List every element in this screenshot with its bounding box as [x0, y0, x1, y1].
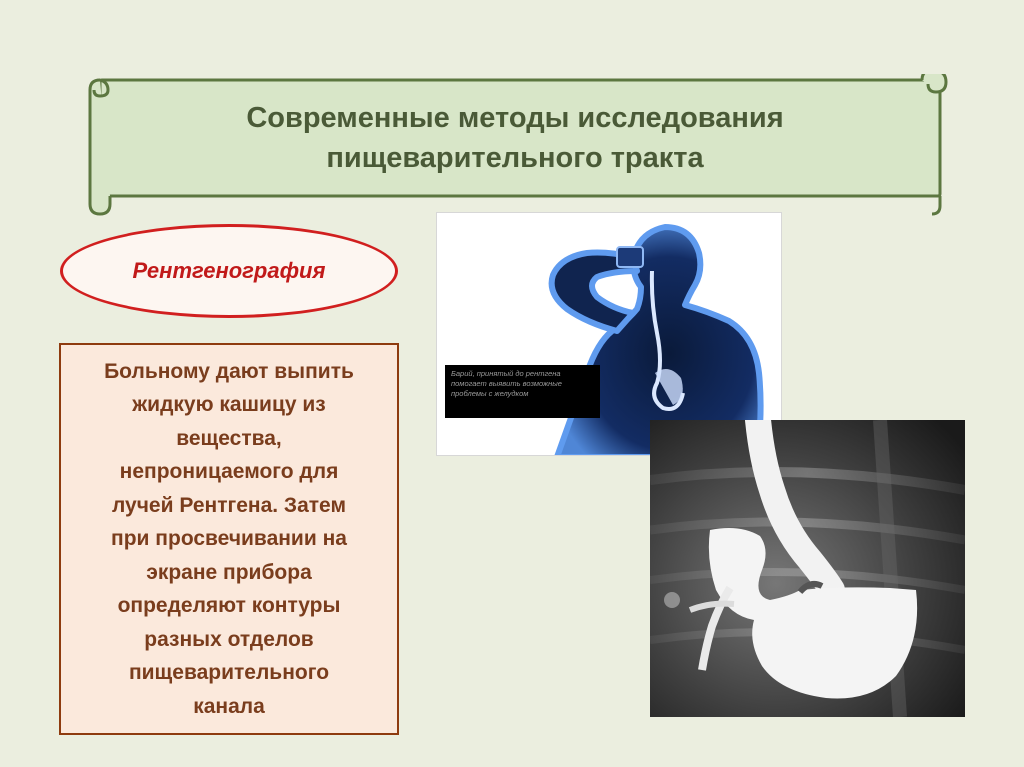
- description-line: экране прибора: [146, 560, 312, 584]
- description-line: при просвечивании на: [111, 527, 347, 551]
- method-ellipse: [60, 224, 398, 318]
- description-box: [59, 343, 399, 735]
- description-line: определяют контуры: [117, 594, 341, 618]
- caption-line: Барий, принятый до рентгена: [451, 369, 561, 378]
- method-label: Рентгенография: [132, 258, 326, 283]
- image-caption: [451, 369, 596, 399]
- caption-line: проблемы с желудком: [451, 389, 529, 398]
- caption-line: помогает выявить возможные: [451, 379, 562, 388]
- description-line: канала: [193, 694, 265, 718]
- description-line: жидкую кашицу из: [132, 393, 326, 417]
- title-line-1: Современные методы исследования: [246, 102, 784, 134]
- stomach-xray-image: [650, 420, 965, 717]
- description-line: пищеварительного: [128, 661, 330, 685]
- title-line-2: пищеварительного тракта: [326, 142, 704, 174]
- description-line: Больному дают выпить: [104, 359, 354, 383]
- description-line: вещества,: [176, 426, 282, 450]
- page-title: [110, 86, 920, 190]
- description-line: лучей Рентгена. Затем: [111, 493, 346, 517]
- description-line: непроницаемого для: [119, 460, 339, 484]
- stomach-xray-illustration: [650, 420, 965, 717]
- description-line: разных отделов: [144, 627, 314, 651]
